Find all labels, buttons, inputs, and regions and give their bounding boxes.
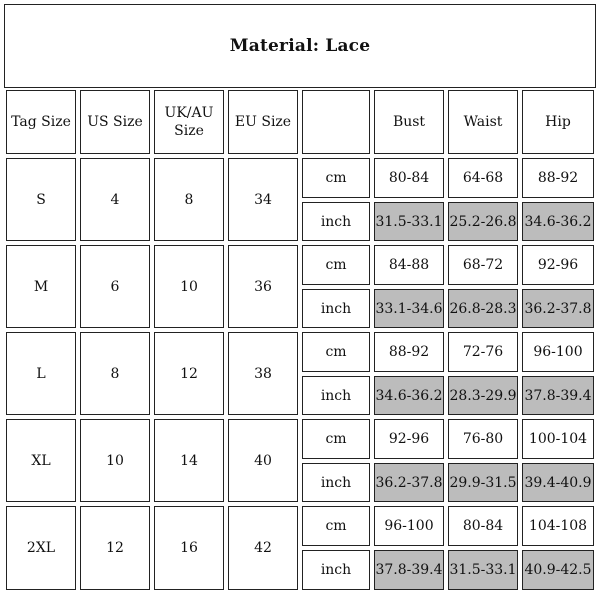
- bust-cm-cell-text: 84-88: [388, 257, 430, 273]
- uk-au-size-cell-text: 10: [180, 278, 198, 295]
- tag-size-cell: [6, 245, 76, 328]
- bust-cm-cell-text: 96-100: [384, 518, 434, 534]
- uk-au-size-cell-text: 12: [180, 365, 198, 382]
- bust-inch-cell-text: 37.8-39.4: [375, 562, 443, 578]
- uk-au-size-cell: [154, 506, 224, 590]
- waist-cm-cell-text: 80-84: [462, 518, 504, 534]
- unit-inch-cell: [302, 376, 370, 415]
- bust-cm-cell: [374, 419, 444, 459]
- uk-au-size-cell: [154, 332, 224, 415]
- hip-inch-cell-text: 36.2-37.8: [524, 300, 592, 317]
- hip-inch-cell-text: 37.8-39.4: [524, 387, 592, 404]
- waist-inch-cell-text: 26.8-28.3: [449, 300, 517, 317]
- bust-inch-cell-text: 34.6-36.2: [375, 387, 443, 404]
- eu-size-cell-text: 36: [254, 278, 272, 295]
- waist-cm-cell: [448, 245, 518, 285]
- eu-size-cell-text: 38: [254, 365, 272, 382]
- hip-cm-cell-text: 104-108: [528, 518, 588, 534]
- unit-inch-cell: [302, 289, 370, 328]
- bust-inch-cell: [374, 376, 444, 415]
- us-size-cell: [80, 332, 150, 415]
- us-size-cell: [80, 245, 150, 328]
- waist-cm-cell: [448, 506, 518, 546]
- hip-cm-cell: [522, 419, 594, 459]
- tag-size-cell: [6, 419, 76, 502]
- unit-inch-cell-text: inch: [320, 474, 352, 491]
- unit-cm-cell-text: cm: [325, 431, 347, 447]
- waist-inch-cell: [448, 463, 518, 502]
- hip-inch-cell: [522, 463, 594, 502]
- waist-inch-cell: [448, 202, 518, 241]
- bust-cm-cell: [374, 506, 444, 546]
- hip-inch-cell: [522, 550, 594, 590]
- unit-inch-cell: [302, 550, 370, 590]
- bust-inch-cell: [374, 289, 444, 328]
- waist-cm-cell: [448, 419, 518, 459]
- us-size-cell-text: 12: [106, 540, 124, 556]
- header-waist-text: Waist: [463, 114, 503, 130]
- unit-cm-cell-text: cm: [325, 344, 347, 360]
- unit-inch-cell-text: inch: [320, 300, 352, 317]
- unit-cm-cell: [302, 158, 370, 198]
- waist-inch-cell: [448, 550, 518, 590]
- hip-inch-cell-text: 40.9-42.5: [524, 562, 592, 578]
- us-size-cell-text: 6: [110, 278, 120, 295]
- size-chart: [4, 4, 596, 596]
- hip-cm-cell-text: 100-104: [528, 431, 588, 447]
- title-bar: [4, 4, 596, 88]
- hip-inch-cell-text: 39.4-40.9: [524, 474, 592, 491]
- tag-size-cell-text: L: [36, 365, 46, 382]
- header-bust-text: Bust: [392, 114, 426, 130]
- header-tag-size-text: Tag Size: [11, 114, 71, 130]
- us-size-cell: [80, 158, 150, 241]
- hip-inch-cell: [522, 376, 594, 415]
- unit-cm-cell-text: cm: [325, 257, 347, 273]
- waist-cm-cell: [448, 158, 518, 198]
- bust-inch-cell-text: 36.2-37.8: [375, 474, 443, 491]
- uk-au-size-cell-text: 14: [180, 452, 198, 469]
- waist-inch-cell: [448, 289, 518, 328]
- bust-cm-cell: [374, 158, 444, 198]
- waist-cm-cell-text: 72-76: [462, 344, 504, 360]
- bust-cm-cell-text: 88-92: [388, 344, 430, 360]
- waist-inch-cell-text: 25.2-26.8: [449, 213, 517, 230]
- tag-size-cell: [6, 506, 76, 590]
- eu-size-cell-text: 40: [254, 452, 272, 469]
- eu-size-cell: [228, 158, 298, 241]
- header-tag-size: [6, 90, 76, 154]
- bust-inch-cell: [374, 202, 444, 241]
- uk-au-size-cell-text: 8: [184, 191, 194, 208]
- chart-title: Material: Lace: [229, 36, 371, 56]
- header-uk-au-size-text: UK/AU Size: [164, 105, 214, 139]
- header-us-size-text: US Size: [87, 114, 143, 130]
- eu-size-cell: [228, 419, 298, 502]
- us-size-cell-text: 10: [106, 452, 124, 469]
- unit-inch-cell-text: inch: [320, 562, 352, 578]
- header-bust: [374, 90, 444, 154]
- bust-cm-cell: [374, 245, 444, 285]
- waist-cm-cell: [448, 332, 518, 372]
- tag-size-cell-text: 2XL: [26, 540, 56, 556]
- hip-inch-cell-text: 34.6-36.2: [524, 213, 592, 230]
- tag-size-cell-text: XL: [31, 452, 51, 469]
- bust-cm-cell-text: 92-96: [388, 431, 430, 447]
- hip-cm-cell: [522, 506, 594, 546]
- waist-cm-cell-text: 64-68: [462, 170, 504, 186]
- unit-inch-cell: [302, 463, 370, 502]
- unit-inch-cell-text: inch: [320, 213, 352, 230]
- unit-inch-cell: [302, 202, 370, 241]
- header-us-size: [80, 90, 150, 154]
- unit-cm-cell-text: cm: [325, 170, 347, 186]
- unit-inch-cell-text: inch: [320, 387, 352, 404]
- waist-inch-cell-text: 28.3-29.9: [449, 387, 517, 404]
- us-size-cell: [80, 419, 150, 502]
- bust-inch-cell: [374, 550, 444, 590]
- uk-au-size-cell: [154, 419, 224, 502]
- header-unit: [302, 90, 370, 154]
- waist-inch-cell-text: 31.5-33.1: [449, 562, 517, 578]
- us-size-cell-text: 8: [110, 365, 120, 382]
- header-hip: [522, 90, 594, 154]
- waist-inch-cell-text: 29.9-31.5: [449, 474, 517, 491]
- bust-cm-cell-text: 80-84: [388, 170, 430, 186]
- uk-au-size-cell: [154, 245, 224, 328]
- bust-cm-cell: [374, 332, 444, 372]
- hip-cm-cell-text: 88-92: [537, 170, 579, 186]
- unit-cm-cell: [302, 506, 370, 546]
- uk-au-size-cell-text: 16: [180, 540, 198, 556]
- hip-cm-cell: [522, 158, 594, 198]
- eu-size-cell: [228, 332, 298, 415]
- unit-cm-cell-text: cm: [325, 518, 347, 534]
- unit-cm-cell: [302, 419, 370, 459]
- eu-size-cell: [228, 245, 298, 328]
- bust-inch-cell-text: 31.5-33.1: [375, 213, 443, 230]
- header-eu-size: [228, 90, 298, 154]
- hip-inch-cell: [522, 289, 594, 328]
- unit-cm-cell: [302, 245, 370, 285]
- us-size-cell: [80, 506, 150, 590]
- hip-cm-cell: [522, 245, 594, 285]
- us-size-cell-text: 4: [110, 191, 120, 208]
- header-eu-size-text: EU Size: [234, 114, 292, 130]
- header-waist: [448, 90, 518, 154]
- bust-inch-cell-text: 33.1-34.6: [375, 300, 443, 317]
- eu-size-cell: [228, 506, 298, 590]
- hip-inch-cell: [522, 202, 594, 241]
- eu-size-cell-text: 34: [254, 191, 272, 208]
- header-hip-text: Hip: [545, 114, 571, 130]
- waist-inch-cell: [448, 376, 518, 415]
- waist-cm-cell-text: 76-80: [462, 431, 504, 447]
- hip-cm-cell: [522, 332, 594, 372]
- unit-cm-cell: [302, 332, 370, 372]
- uk-au-size-cell: [154, 158, 224, 241]
- bust-inch-cell: [374, 463, 444, 502]
- tag-size-cell: [6, 332, 76, 415]
- hip-cm-cell-text: 92-96: [537, 257, 579, 273]
- tag-size-cell: [6, 158, 76, 241]
- tag-size-cell-text: M: [33, 278, 49, 295]
- header-uk-au-size: [154, 90, 224, 154]
- waist-cm-cell-text: 68-72: [462, 257, 504, 273]
- hip-cm-cell-text: 96-100: [533, 344, 583, 360]
- tag-size-cell-text: S: [36, 191, 46, 208]
- eu-size-cell-text: 42: [254, 540, 272, 556]
